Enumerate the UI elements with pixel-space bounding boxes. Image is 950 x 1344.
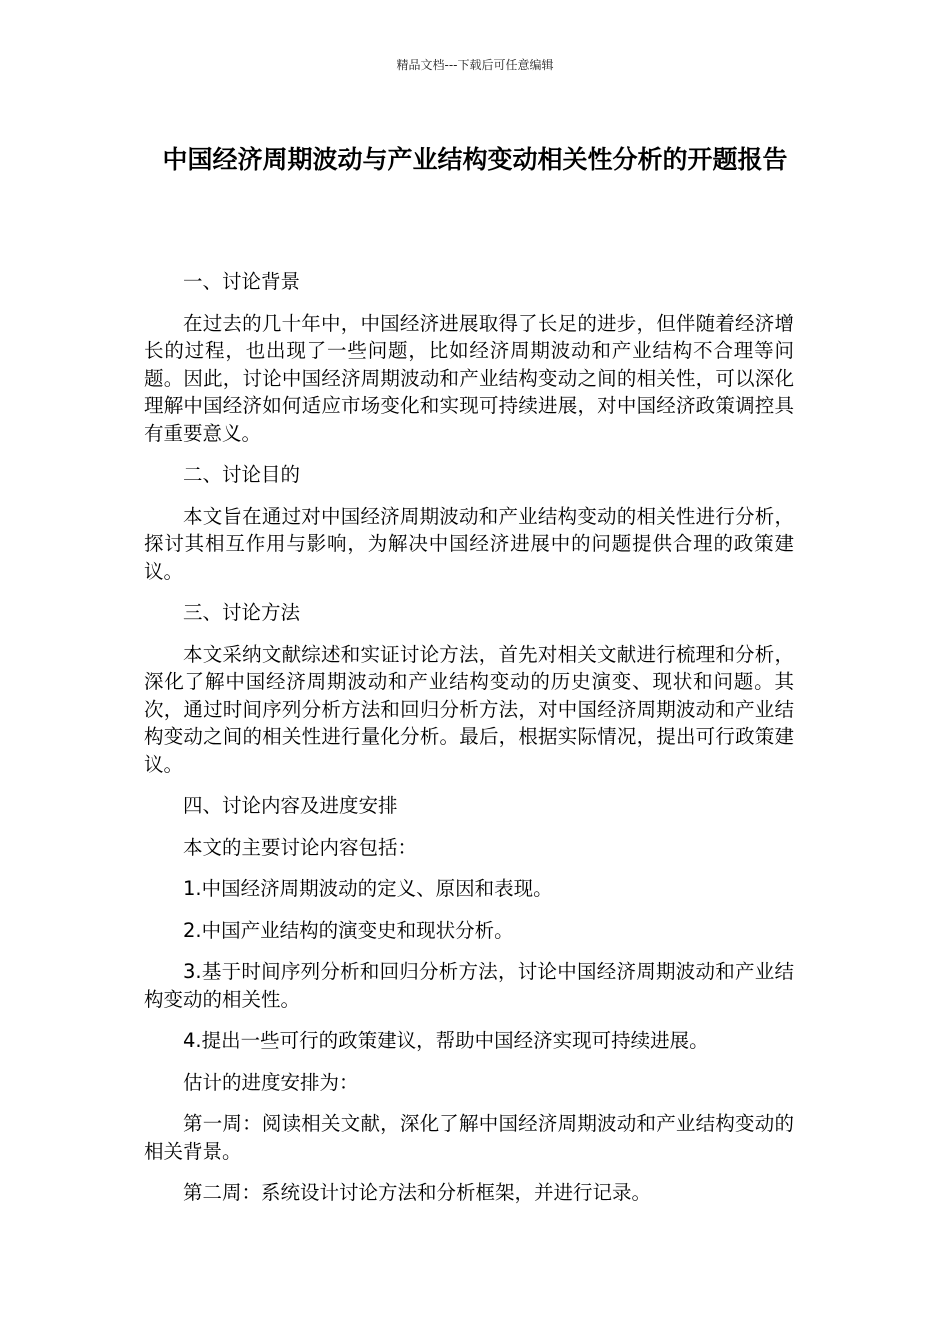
document-title: 中国经济周期波动与产业结构变动相关性分析的开题报告 <box>162 145 788 174</box>
paragraph-method: 本文采纳文献综述和实证讨论方法，首先对相关文献进行梳理和分析，深化了解中国经济周期波动和产业结构变动的历史演变、现状和问题。其次，通过时间序列分析方法和回归分析方法，对中国经济周期波动和产业结构变动之间的相关性进行量化分析。最后，根据实际情况，提出可行政策建议。 <box>144 642 794 776</box>
paragraph-schedule-intro: 估计的进度安排为： <box>183 1070 359 1094</box>
header-note: 精品文档---下载后可任意编辑 <box>396 58 554 72</box>
document-body <box>144 268 794 1221</box>
paragraph-background: 在过去的几十年中，中国经济进展取得了长足的进步，但伴随着经济增长的过程，也出现了一些问题，比如经济周期波动和产业结构不合理等问题。因此，讨论中国经济周期波动和产业结构变动之间的相关性，可以深化理解中国经济如何适应市场变化和实现可持续进展，对中国经济政策调控具有重要意义。 <box>144 311 794 445</box>
schedule-item: 第二周：系统设计讨论方法和分析框架，并进行记录。 <box>183 1181 652 1204</box>
section-heading-purpose: 二、讨论目的 <box>183 463 301 486</box>
paragraph-content-intro: 本文的主要讨论内容包括： <box>183 835 418 859</box>
list-item: 1.中国经济周期波动的定义、原因和表现。 <box>183 877 553 900</box>
schedule-item: 第一周：阅读相关文献，深化了解中国经济周期波动和产业结构变动的相关背景。 <box>144 1112 794 1163</box>
paragraph-purpose: 本文旨在通过对中国经济周期波动和产业结构变动的相关性进行分析，探讨其相互作用与影响，为解决中国经济进展中的问题提供合理的政策建议。 <box>144 504 794 583</box>
section-heading-method: 三、讨论方法 <box>183 601 301 624</box>
list-item: 3.基于时间序列分析和回归分析方法，讨论中国经济周期波动和产业结构变动的相关性。 <box>144 960 794 1011</box>
section-heading-background: 一、讨论背景 <box>183 270 301 293</box>
list-item: 2.中国产业结构的演变史和现状分析。 <box>183 918 514 942</box>
list-item: 4.提出一些可行的政策建议，帮助中国经济实现可持续进展。 <box>183 1029 709 1052</box>
section-heading-content-schedule: 四、讨论内容及进度安排 <box>183 794 398 817</box>
